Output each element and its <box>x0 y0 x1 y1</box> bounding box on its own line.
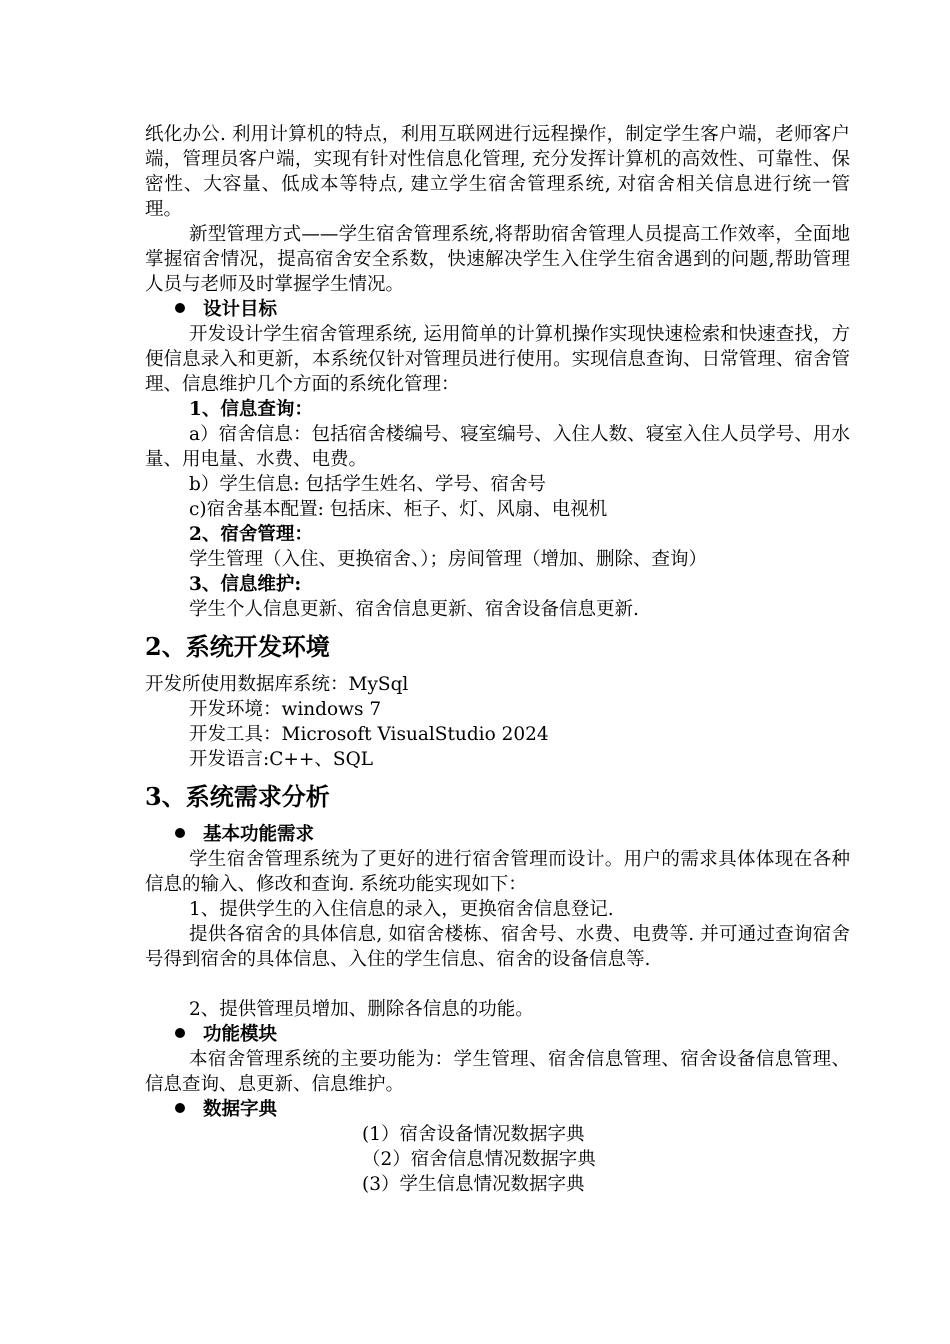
bullet-dot-icon <box>175 1103 185 1113</box>
intro-paragraph-2: 新型管理方式——学生宿舍管理系统,将帮助宿舍管理人员提高工作效率，全面地掌握宿舍情况，提高宿舍安全系数，快速解决学生入住学生宿舍遇到的问题,帮助管理人员与老师及时掌握学生情况。 <box>145 224 850 295</box>
sub-heading-dorm-management: 2、宿舍管理： <box>189 524 313 545</box>
tool-line: 开发工具：Microsoft VisualStudio 2024 <box>189 724 549 745</box>
intro-paragraph-1: 纸化办公. 利用计算机的特点，利用互联网进行远程操作，制定学生客户端，老师客户端，管理员客户端，实现有针对性信息化管理, 充分发挥计算机的高效性、可靠性、保密性、大容量、低成本等特点, 建立学生宿舍管理系统, 对宿舍相关信息进行统一管理。 <box>145 124 850 220</box>
design-goal-body: 开发设计学生宿舍管理系统, 运用简单的计算机操作实现快速检索和快速查找，方便信息录入和更新，本系统仅针对管理员进行使用。实现信息查询、日常管理、宿舍管理、信息维护几个方面的系统化管理： <box>145 324 850 395</box>
language-line: 开发语言:C++、SQL <box>189 749 374 770</box>
requirement-item-detail: 提供各宿舍的具体信息, 如宿舍楼栋、宿舍号、水费、电费等. 并可通过查询宿舍号得到宿舍的具体信息、入住的学生信息、宿舍的设备信息等. <box>145 924 850 970</box>
bullet-function-modules <box>175 1022 277 1047</box>
requirement-item-1: 1、提供学生的入住信息的录入，更换宿舍信息登记. <box>189 899 614 920</box>
basic-requirements-body: 学生宿舍管理系统为了更好的进行宿舍管理而设计。用户的需求具体体现在各种信息的输入、修改和查询. 系统功能实现如下： <box>145 849 850 895</box>
bullet-basic-requirements <box>175 822 314 847</box>
dorm-config-item: c)宿舍基本配置: 包括床、柜子、灯、风扇、电视机 <box>189 499 608 520</box>
bullet-dot-icon <box>175 303 185 313</box>
dorm-info-item: a）宿舍信息：包括宿舍楼编号、寝室编号、入住人数、寝室入住人员学号、用水量、用电量、水费、电费。 <box>145 424 850 470</box>
data-dictionary-title: 数据字典 <box>203 1099 278 1120</box>
function-modules-body: 本宿舍管理系统的主要功能为：学生管理、宿舍信息管理、宿舍设备信息管理、信息查询、息更新、信息维护。 <box>145 1049 850 1095</box>
environment-line: 开发环境：windows 7 <box>189 699 382 720</box>
database-line: 开发所使用数据库系统：MySql <box>145 674 409 695</box>
data-dictionary-item-1: (1）宿舍设备情况数据字典 <box>362 1124 585 1145</box>
sub-heading-info-maintenance: 3、信息维护: <box>189 574 302 595</box>
bullet-dot-icon <box>175 828 185 838</box>
bullet-dot-icon <box>175 1028 185 1038</box>
section-2-heading: 2、系统开发环境 <box>145 632 330 661</box>
requirement-item-2: 2、提供管理员增加、删除各信息的功能。 <box>189 999 534 1020</box>
function-modules-title: 功能模块 <box>203 1024 278 1045</box>
student-info-item: b）学生信息: 包括学生姓名、学号、宿舍号 <box>189 474 546 495</box>
design-goal-title: 设计目标 <box>203 299 278 320</box>
basic-requirements-title: 基本功能需求 <box>203 824 315 845</box>
bullet-data-dictionary <box>175 1097 277 1122</box>
sub-heading-info-query: 1、信息查询： <box>189 399 313 420</box>
info-maintenance-body: 学生个人信息更新、宿舍信息更新、宿舍设备信息更新. <box>189 599 639 620</box>
section-3-heading: 3、系统需求分析 <box>145 782 330 811</box>
dorm-management-body: 学生管理（入住、更换宿舍、）；房间管理（增加、删除、查询） <box>189 549 708 570</box>
bullet-design-goal <box>175 297 277 322</box>
data-dictionary-item-3: (3）学生信息情况数据字典 <box>362 1174 585 1195</box>
data-dictionary-item-2: （2）宿舍信息情况数据字典 <box>362 1149 596 1170</box>
